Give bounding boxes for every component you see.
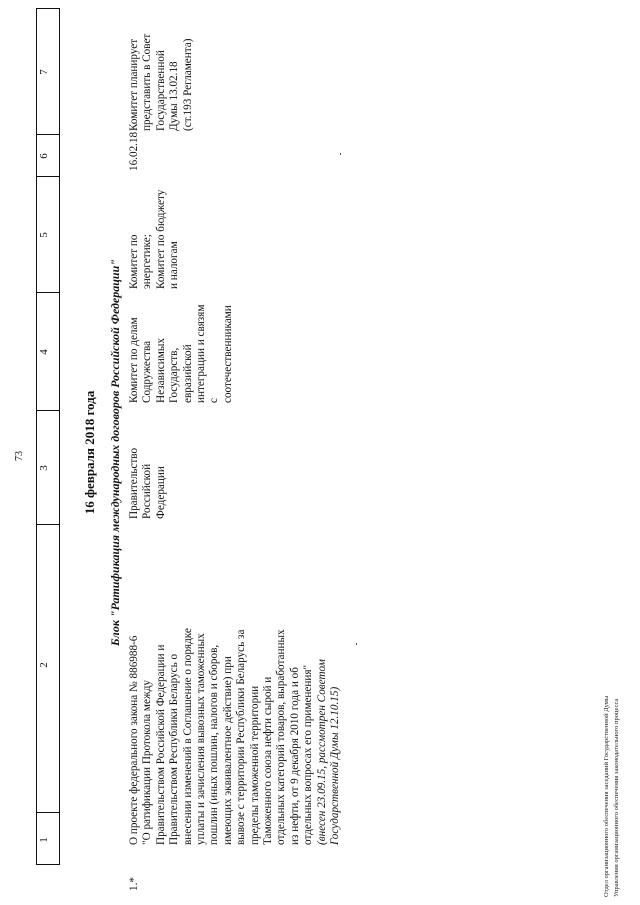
footer-line-2: Управления организационного обеспечения законодательного процесса xyxy=(613,698,620,897)
row-number: 1.* xyxy=(128,877,140,891)
description-text: О проекте федерального закона № 886988-6 "О ратификации Протокола между Правительством Российской Федерации и Правительством Республики Беларусь о внесении изменений в Соглашение о порядке уплаты и зачисления вывозных таможенных пошлин (иных пошлин, налогов и сборов, имеющих эквивалентное действие) при вывозе с территории Республики Беларусь за пределы таможенной территории Таможенного союза нефти сырой и отдельных категорий товаров, выработанных из нефти, от 9 декабря 2010 года и об отдельных вопросах его применения" xyxy=(128,628,315,845)
column-number-1: 1 xyxy=(38,837,50,843)
header-separator xyxy=(36,524,59,525)
row-initiator: Правительство Российской Федерации xyxy=(128,447,167,519)
row-date: 16.02.18 xyxy=(128,131,140,171)
column-number-4: 4 xyxy=(38,349,50,355)
page-number: 73 xyxy=(14,451,25,461)
header-separator xyxy=(36,410,59,411)
column-number-2: 2 xyxy=(38,662,50,668)
row-co-committees: Комитет по энергетике; Комитет по бюджету и налогам xyxy=(128,189,181,289)
header-row-border xyxy=(36,8,60,865)
header-separator xyxy=(36,292,59,293)
description-note: (внесен 23.09.15, рассмотрен Советом Государственной Думы 12.10.15) xyxy=(315,659,342,845)
column-number-6: 6 xyxy=(38,153,50,159)
block-title: Блок "Ратификация международных договоров Российской Федерации" xyxy=(108,259,122,646)
header-separator xyxy=(36,134,59,135)
column-number-3: 3 xyxy=(38,465,50,471)
row-description xyxy=(128,589,343,845)
header-separator xyxy=(36,8,59,9)
header-separator xyxy=(36,812,59,813)
header-separator xyxy=(36,176,59,177)
footer-line-1: Отдел организационного обеспечения заседаний Государственной Думы xyxy=(603,695,610,897)
column-number-7: 7 xyxy=(38,69,50,75)
row-remark: Комитет планирует представить в Совет Государственной Думы 13.02.18 (ст.193 Регламента) xyxy=(128,33,194,131)
date-heading: 16 февраля 2018 года xyxy=(82,390,97,515)
row-responsible-committee: Комитет по делам Содружества Независимых Государств, евразийской интеграции и связям с соотечественниками xyxy=(128,304,234,403)
scan-speck xyxy=(340,153,341,155)
scan-speck xyxy=(356,643,357,645)
column-number-5: 5 xyxy=(38,232,50,238)
